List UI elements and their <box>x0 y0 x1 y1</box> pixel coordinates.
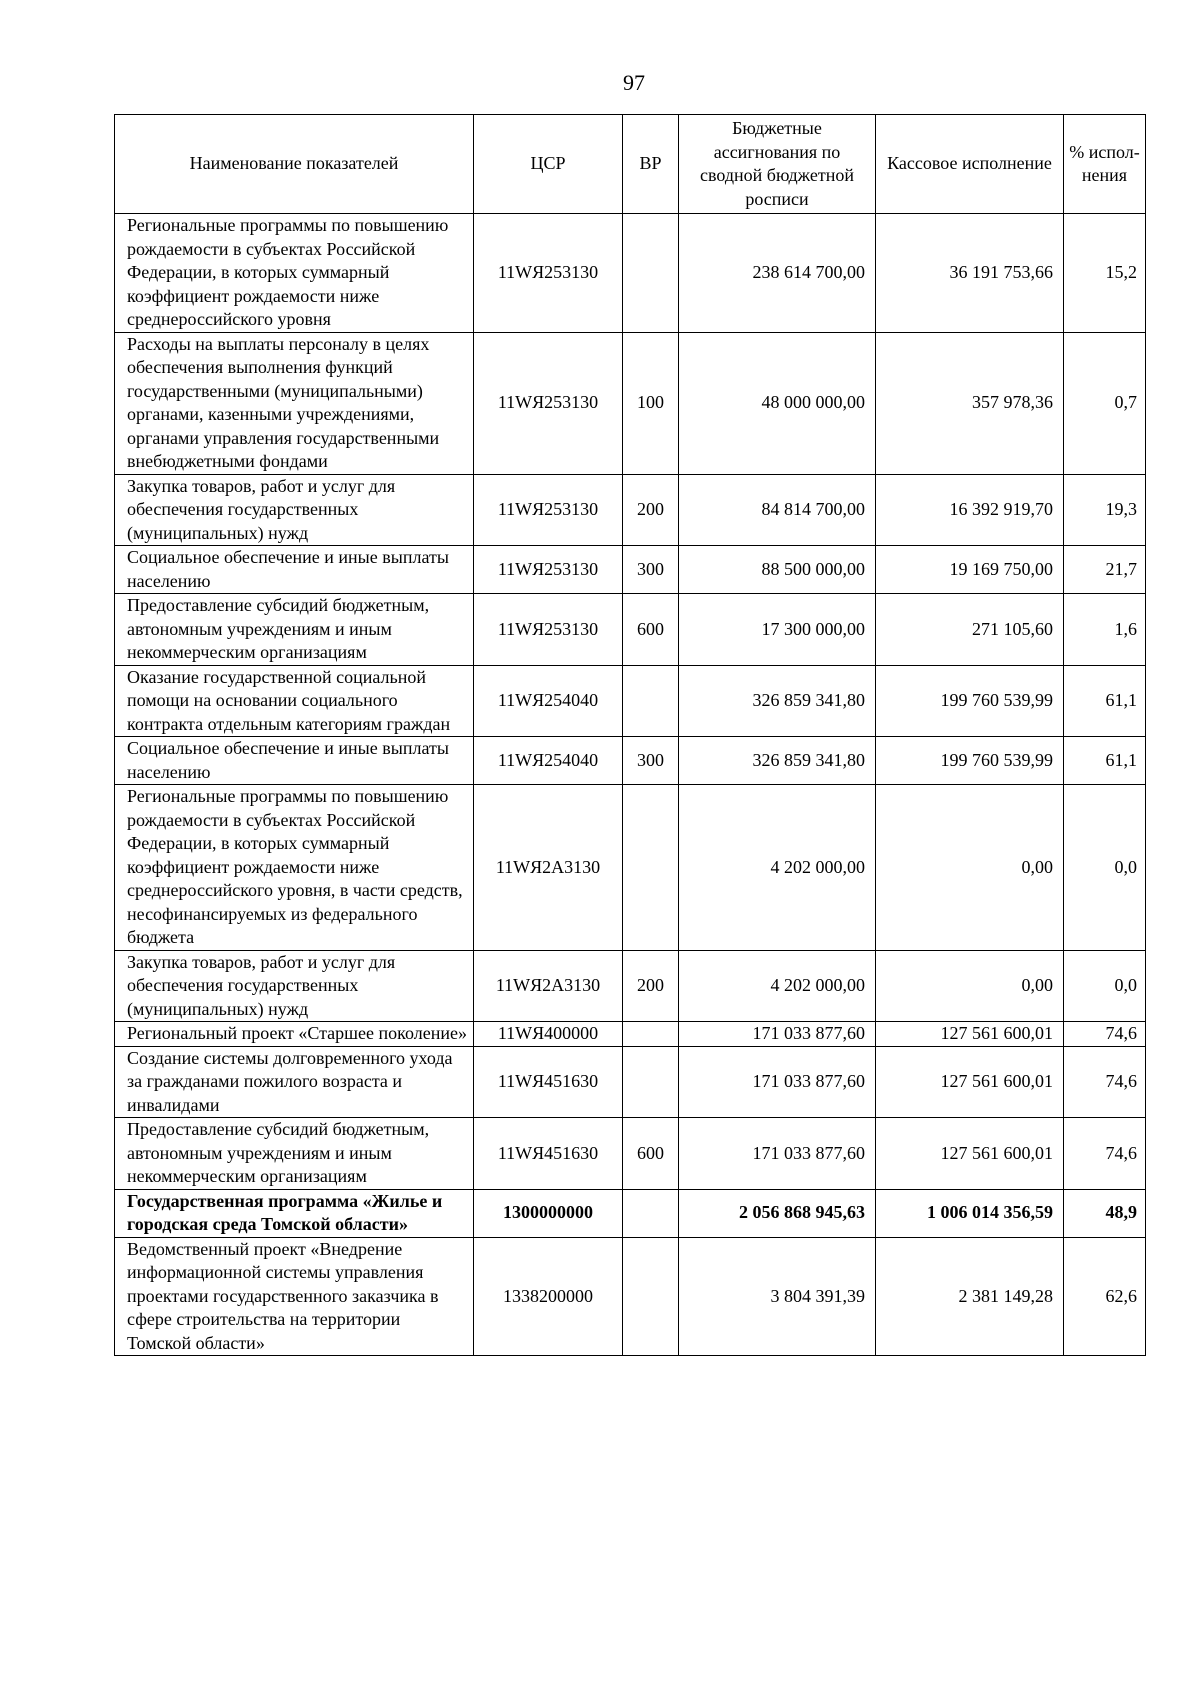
table-row <box>115 332 1146 474</box>
cell-vr: 600 <box>623 594 679 666</box>
cell-csr: 11WЯ253130 <box>474 332 623 474</box>
cell-csr: 11WЯ2А3130 <box>474 950 623 1022</box>
cell-cash: 16 392 919,70 <box>876 474 1064 546</box>
cell-cash: 1 006 014 356,59 <box>876 1189 1064 1237</box>
cell-budget: 171 033 877,60 <box>679 1118 876 1190</box>
cell-name: Государственная программа «Жилье и городская среда Томской области» <box>115 1189 474 1237</box>
cell-csr: 11WЯ400000 <box>474 1022 623 1047</box>
cell-name: Региональный проект «Старшее поколение» <box>115 1022 474 1047</box>
cell-percent: 21,7 <box>1064 546 1146 594</box>
cell-csr: 11WЯ451630 <box>474 1046 623 1118</box>
cell-cash: 36 191 753,66 <box>876 214 1064 333</box>
cell-percent: 1,6 <box>1064 594 1146 666</box>
cell-csr: 11WЯ254040 <box>474 737 623 785</box>
cell-name: Предоставление субсидий бюджетным, автономным учреждениям и иным некоммерческим организациям <box>115 1118 474 1190</box>
cell-percent: 0,0 <box>1064 950 1146 1022</box>
cell-percent: 61,1 <box>1064 665 1146 737</box>
cell-percent: 0,0 <box>1064 785 1146 951</box>
cell-cash: 357 978,36 <box>876 332 1064 474</box>
cell-budget: 171 033 877,60 <box>679 1046 876 1118</box>
table-row <box>115 1022 1146 1047</box>
cell-vr <box>623 1189 679 1237</box>
header-budget: Бюджетные ассигнования по сводной бюджетной росписи <box>679 115 876 214</box>
cell-budget: 17 300 000,00 <box>679 594 876 666</box>
cell-csr: 11WЯ254040 <box>474 665 623 737</box>
cell-vr <box>623 785 679 951</box>
cell-cash: 2 381 149,28 <box>876 1237 1064 1356</box>
cell-csr: 1338200000 <box>474 1237 623 1356</box>
cell-cash: 127 561 600,01 <box>876 1022 1064 1047</box>
cell-vr: 600 <box>623 1118 679 1190</box>
table-row <box>115 214 1146 333</box>
cell-vr: 200 <box>623 950 679 1022</box>
table-header-row <box>115 115 1146 214</box>
cell-vr <box>623 1046 679 1118</box>
cell-budget: 326 859 341,80 <box>679 737 876 785</box>
cell-budget: 4 202 000,00 <box>679 950 876 1022</box>
cell-percent: 74,6 <box>1064 1118 1146 1190</box>
header-vr: ВР <box>623 115 679 214</box>
table-row <box>115 1046 1146 1118</box>
cell-cash: 199 760 539,99 <box>876 737 1064 785</box>
cell-budget: 238 614 700,00 <box>679 214 876 333</box>
cell-percent: 74,6 <box>1064 1022 1146 1047</box>
cell-budget: 171 033 877,60 <box>679 1022 876 1047</box>
table-row <box>115 474 1146 546</box>
cell-csr: 11WЯ2А3130 <box>474 785 623 951</box>
cell-vr <box>623 1237 679 1356</box>
cell-budget: 48 000 000,00 <box>679 332 876 474</box>
cell-name: Расходы на выплаты персоналу в целях обеспечения выполнения функций государственными (муниципальными) органами, казенными учреждениями, органами управления государственными внебюджетными фондами <box>115 332 474 474</box>
cell-budget: 4 202 000,00 <box>679 785 876 951</box>
cell-percent: 15,2 <box>1064 214 1146 333</box>
cell-budget: 84 814 700,00 <box>679 474 876 546</box>
cell-name: Закупка товаров, работ и услуг для обеспечения государственных (муниципальных) нужд <box>115 950 474 1022</box>
cell-budget: 326 859 341,80 <box>679 665 876 737</box>
cell-csr: 1300000000 <box>474 1189 623 1237</box>
cell-name: Предоставление субсидий бюджетным, автономным учреждениям и иным некоммерческим организациям <box>115 594 474 666</box>
table-row <box>115 1118 1146 1190</box>
cell-cash: 199 760 539,99 <box>876 665 1064 737</box>
table-row <box>115 1237 1146 1356</box>
cell-percent: 61,1 <box>1064 737 1146 785</box>
cell-name: Ведомственный проект «Внедрение информационной системы управления проектами государственного заказчика в сфере строительства на территории Томской области» <box>115 1237 474 1356</box>
cell-csr: 11WЯ253130 <box>474 546 623 594</box>
page-number: 97 <box>623 70 645 95</box>
cell-budget: 3 804 391,39 <box>679 1237 876 1356</box>
cell-percent: 48,9 <box>1064 1189 1146 1237</box>
cell-percent: 74,6 <box>1064 1046 1146 1118</box>
budget-table <box>114 114 1146 1356</box>
cell-csr: 11WЯ451630 <box>474 1118 623 1190</box>
cell-name: Оказание государственной социальной помощи на основании социального контракта отдельным категориям граждан <box>115 665 474 737</box>
cell-percent: 19,3 <box>1064 474 1146 546</box>
cell-csr: 11WЯ253130 <box>474 594 623 666</box>
table-row <box>115 785 1146 951</box>
cell-name: Социальное обеспечение и иные выплаты населению <box>115 737 474 785</box>
table-row <box>115 1189 1146 1237</box>
table-row <box>115 737 1146 785</box>
cell-vr: 200 <box>623 474 679 546</box>
cell-vr: 300 <box>623 737 679 785</box>
cell-cash: 271 105,60 <box>876 594 1064 666</box>
cell-csr: 11WЯ253130 <box>474 214 623 333</box>
cell-budget: 2 056 868 945,63 <box>679 1189 876 1237</box>
cell-percent: 62,6 <box>1064 1237 1146 1356</box>
cell-cash: 127 561 600,01 <box>876 1118 1064 1190</box>
cell-name: Социальное обеспечение и иные выплаты населению <box>115 546 474 594</box>
cell-vr <box>623 665 679 737</box>
cell-cash: 0,00 <box>876 785 1064 951</box>
cell-name: Закупка товаров, работ и услуг для обеспечения государственных (муниципальных) нужд <box>115 474 474 546</box>
table-row <box>115 546 1146 594</box>
header-cash: Кассовое исполнение <box>876 115 1064 214</box>
table-row <box>115 950 1146 1022</box>
header-csr: ЦСР <box>474 115 623 214</box>
cell-name: Региональные программы по повышению рождаемости в субъектах Российской Федерации, в которых суммарный коэффициент рождаемости ниже среднероссийского уровня, в части средств, несофинансируемых из федерального бюджета <box>115 785 474 951</box>
cell-vr <box>623 214 679 333</box>
table-row <box>115 594 1146 666</box>
cell-cash: 0,00 <box>876 950 1064 1022</box>
cell-vr <box>623 1022 679 1047</box>
table-row <box>115 665 1146 737</box>
header-name: Наименование показателей <box>115 115 474 214</box>
cell-budget: 88 500 000,00 <box>679 546 876 594</box>
cell-csr: 11WЯ253130 <box>474 474 623 546</box>
cell-percent: 0,7 <box>1064 332 1146 474</box>
cell-name: Региональные программы по повышению рождаемости в субъектах Российской Федерации, в которых суммарный коэффициент рождаемости ниже среднероссийского уровня <box>115 214 474 333</box>
cell-vr: 100 <box>623 332 679 474</box>
cell-cash: 127 561 600,01 <box>876 1046 1064 1118</box>
table-body <box>115 214 1146 1356</box>
cell-name: Создание системы долговременного ухода за гражданами пожилого возраста и инвалидами <box>115 1046 474 1118</box>
header-percent: % испол-нения <box>1064 115 1146 214</box>
cell-vr: 300 <box>623 546 679 594</box>
cell-cash: 19 169 750,00 <box>876 546 1064 594</box>
